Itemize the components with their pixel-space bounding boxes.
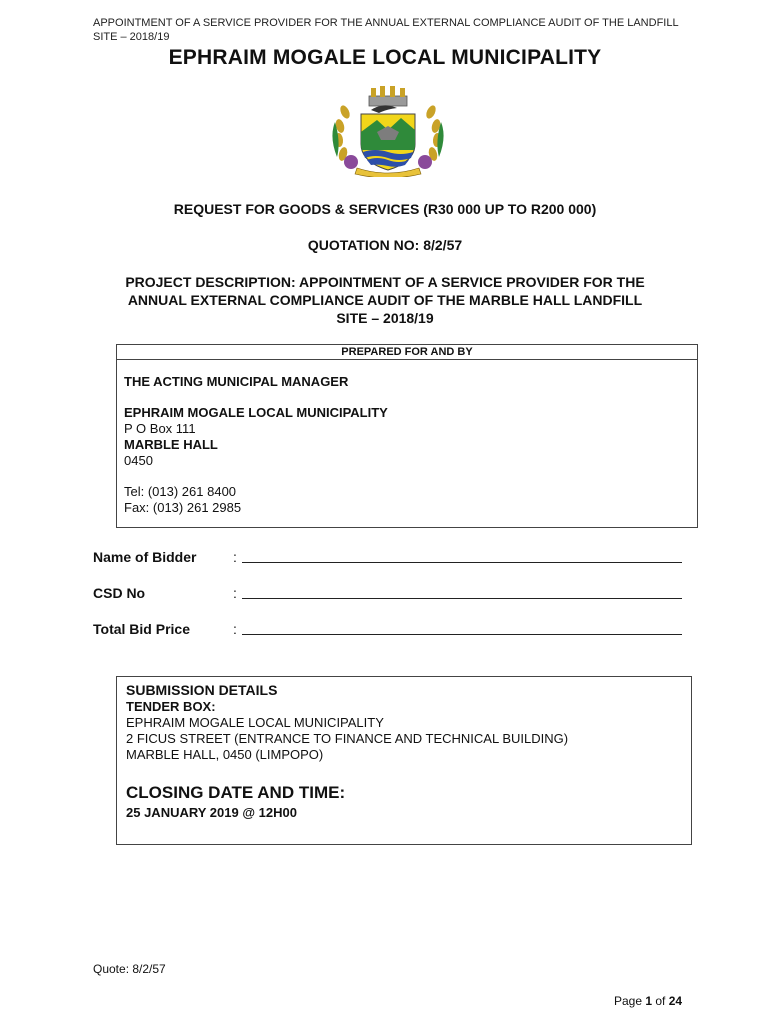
total-bid-price-label: Total Bid Price bbox=[93, 621, 190, 637]
coat-of-arms-icon bbox=[327, 82, 449, 177]
request-type: REQUEST FOR GOODS & SERVICES (R30 000 UP TO R200 000) bbox=[173, 201, 597, 217]
total-bid-price-field[interactable] bbox=[242, 634, 682, 635]
prepared-for-box bbox=[116, 344, 698, 528]
submission-street: 2 FICUS STREET (ENTRANCE TO FINANCE AND TECHNICAL BUILDING) bbox=[126, 731, 569, 746]
fax: Fax: (013) 261 2985 bbox=[124, 500, 242, 515]
total-bid-price-colon: : bbox=[233, 621, 237, 637]
bidder-name-field[interactable] bbox=[242, 562, 682, 563]
postal-code: 0450 bbox=[124, 453, 153, 468]
bidder-name-label: Name of Bidder bbox=[93, 549, 197, 565]
quotation-number: QUOTATION NO: 8/2/57 bbox=[307, 237, 463, 253]
submission-box bbox=[116, 676, 692, 845]
telephone: Tel: (013) 261 8400 bbox=[124, 484, 237, 499]
po-box: P O Box 111 bbox=[124, 421, 196, 436]
csd-number-label: CSD No bbox=[93, 585, 146, 601]
prepared-body bbox=[117, 360, 697, 516]
page-total: 24 bbox=[668, 994, 683, 1008]
prepared-town: MARBLE HALL bbox=[124, 437, 218, 452]
submission-title: SUBMISSION DETAILS bbox=[126, 682, 278, 698]
bidder-name-colon: : bbox=[233, 549, 237, 565]
project-description-line-1: PROJECT DESCRIPTION: APPOINTMENT OF A SERVICE PROVIDER FOR THE bbox=[125, 274, 645, 290]
page-number bbox=[614, 994, 682, 1008]
csd-number-colon: : bbox=[233, 585, 237, 601]
prepared-heading: PREPARED FOR AND BY bbox=[117, 345, 697, 360]
submission-org: EPHRAIM MOGALE LOCAL MUNICIPALITY bbox=[126, 715, 384, 730]
page-word: Page bbox=[614, 994, 646, 1008]
csd-number-field[interactable] bbox=[242, 598, 682, 599]
prepared-org: EPHRAIM MOGALE LOCAL MUNICIPALITY bbox=[124, 405, 388, 420]
tender-box-label: TENDER BOX: bbox=[126, 699, 216, 714]
acting-manager: THE ACTING MUNICIPAL MANAGER bbox=[124, 374, 349, 389]
closing-title: CLOSING DATE AND TIME: bbox=[126, 783, 346, 802]
page-of: of bbox=[652, 994, 669, 1008]
footer-quote: Quote: 8/2/57 bbox=[93, 962, 166, 976]
project-description-line-3: SITE – 2018/19 bbox=[336, 310, 434, 326]
running-header: APPOINTMENT OF A SERVICE PROVIDER FOR THE ANNUAL EXTERNAL COMPLIANCE AUDIT OF THE LANDFILL SITE – 2018/19 bbox=[93, 17, 679, 43]
submission-town: MARBLE HALL, 0450 (LIMPOPO) bbox=[126, 747, 324, 762]
page-current: 1 bbox=[645, 994, 653, 1008]
closing-date: 25 JANUARY 2019 @ 12H00 bbox=[126, 805, 297, 820]
municipality-title: EPHRAIM MOGALE LOCAL MUNICIPALITY bbox=[168, 46, 602, 69]
project-description-line-2: ANNUAL EXTERNAL COMPLIANCE AUDIT OF THE MARBLE HALL LANDFILL bbox=[127, 292, 643, 308]
